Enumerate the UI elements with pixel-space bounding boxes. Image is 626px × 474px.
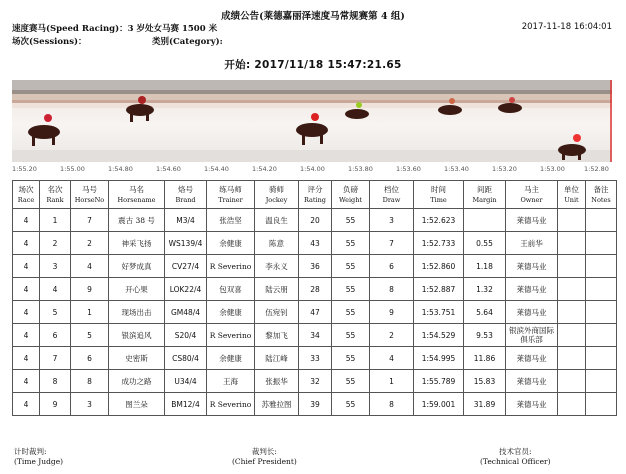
table-cell: 32 (299, 370, 332, 393)
table-cell (558, 232, 586, 255)
sessions-label: 场次(Sessions)： (12, 37, 87, 47)
column-header (165, 181, 207, 209)
column-header-en: Trainer (218, 195, 243, 204)
column-header (40, 181, 71, 209)
table-cell: 8 (370, 393, 414, 416)
table-cell: CS80/4 (165, 347, 207, 370)
timeline-tick: 1:54.40 (204, 165, 229, 173)
table-cell: 温良生 (255, 209, 299, 232)
table-cell: 陈意 (255, 232, 299, 255)
table-cell: 3 (40, 255, 71, 278)
table-row (13, 347, 617, 370)
column-header-cn: 备注 (593, 184, 609, 194)
table-cell: 55 (332, 301, 370, 324)
table-cell: 7 (40, 347, 71, 370)
time-judge-label-en: (Time Judge) (14, 457, 64, 466)
technical-officer-label-en: (Technical Officer) (480, 457, 551, 466)
column-header (13, 181, 40, 209)
table-cell: 包双喜 (207, 278, 255, 301)
table-cell: 55 (332, 278, 370, 301)
table-cell: 余健康 (207, 347, 255, 370)
table-cell: 1 (40, 209, 71, 232)
table-cell: 55 (332, 347, 370, 370)
table-cell: 31.89 (464, 393, 506, 416)
column-header-en: Margin (472, 195, 497, 204)
race-description: 速度赛马(Speed Racing)：3 岁处女马赛 1500 米 (12, 24, 218, 34)
column-header-en: Brand (175, 195, 196, 204)
table-cell: 张振华 (255, 370, 299, 393)
table-row (13, 278, 617, 301)
timeline-axis (12, 165, 612, 175)
table-row (13, 232, 617, 255)
column-header (506, 181, 558, 209)
table-row (13, 301, 617, 324)
table-cell (558, 393, 586, 416)
table-cell: 4 (370, 347, 414, 370)
table-cell: 1:55.789 (414, 370, 464, 393)
table-cell (586, 232, 617, 255)
timeline-tick: 1:53.20 (492, 165, 517, 173)
table-cell: 4 (13, 278, 40, 301)
table-cell: R Severino (207, 255, 255, 278)
technical-officer-signature (480, 447, 551, 467)
table-cell: 4 (13, 393, 40, 416)
timeline-tick: 1:55.00 (60, 165, 85, 173)
table-cell: 4 (13, 232, 40, 255)
table-cell: LOK22/4 (165, 278, 207, 301)
technical-officer-label: 技术官员: (499, 447, 532, 456)
table-cell: 1:54.995 (414, 347, 464, 370)
table-cell: 黎加飞 (255, 324, 299, 347)
table-cell: 王海 (207, 370, 255, 393)
table-cell: 2 (370, 324, 414, 347)
column-header (414, 181, 464, 209)
table-cell: 震古 38 号 (109, 209, 165, 232)
table-cell: 55 (332, 393, 370, 416)
column-header (71, 181, 109, 209)
table-cell: 2 (71, 232, 109, 255)
column-header-en: Unit (564, 195, 579, 204)
column-header-cn: 烙号 (178, 184, 193, 194)
table-row (13, 370, 617, 393)
column-header (370, 181, 414, 209)
table-cell: 莱德马业 (506, 301, 558, 324)
table-cell (586, 324, 617, 347)
table-cell (586, 278, 617, 301)
table-cell (464, 209, 506, 232)
table-cell: R Severino (207, 324, 255, 347)
table-cell: 9 (40, 393, 71, 416)
table-cell: 4 (13, 347, 40, 370)
column-header-en: Rank (46, 195, 64, 204)
table-cell: 55 (332, 255, 370, 278)
table-cell: 8 (40, 370, 71, 393)
column-header-cn: 单位 (564, 184, 579, 194)
table-cell: 莱德马业 (506, 255, 558, 278)
table-cell (558, 324, 586, 347)
column-header-en: HorseNo (74, 195, 105, 204)
table-cell: 55 (332, 324, 370, 347)
table-cell: 莱德马业 (506, 393, 558, 416)
table-cell: 史密斯 (109, 347, 165, 370)
table-cell (558, 209, 586, 232)
table-cell: CV27/4 (165, 255, 207, 278)
time-judge-label: 计时裁判: (14, 447, 47, 456)
column-header-cn: 练马师 (219, 184, 242, 194)
table-row (13, 324, 617, 347)
photo-finish-image (12, 80, 612, 162)
table-cell: 4 (13, 301, 40, 324)
column-header-en: Race (17, 195, 35, 204)
column-header-cn: 名次 (47, 184, 63, 194)
table-row (13, 209, 617, 232)
photo-finish-strip (12, 80, 612, 162)
table-cell: 银滨外商国际俱乐部 (506, 324, 558, 347)
table-cell: 苏雅拉图 (255, 393, 299, 416)
timeline-tick: 1:54.00 (300, 165, 325, 173)
table-cell: 莱德马业 (506, 278, 558, 301)
timeline-tick: 1:54.60 (156, 165, 181, 173)
category-label: 类别(Category): (152, 37, 223, 47)
table-cell: 0.55 (464, 232, 506, 255)
table-cell: BM12/4 (165, 393, 207, 416)
table-cell: 开心果 (109, 278, 165, 301)
table-cell: 5.64 (464, 301, 506, 324)
table-cell: 5 (40, 301, 71, 324)
table-cell: 43 (299, 232, 332, 255)
table-cell: 好梦成真 (109, 255, 165, 278)
table-cell: 8 (370, 278, 414, 301)
table-cell: 47 (299, 301, 332, 324)
table-cell: U34/4 (165, 370, 207, 393)
timeline-tick: 1:53.40 (444, 165, 469, 173)
table-cell: 9 (71, 278, 109, 301)
column-header (464, 181, 506, 209)
table-cell: 28 (299, 278, 332, 301)
column-header (255, 181, 299, 209)
column-header-cn: 档位 (384, 184, 399, 194)
column-header (586, 181, 617, 209)
table-cell (558, 255, 586, 278)
timeline-tick: 1:53.80 (348, 165, 373, 173)
table-cell: 陆江峰 (255, 347, 299, 370)
table-cell: 55 (332, 370, 370, 393)
timeline-tick: 1:53.60 (396, 165, 421, 173)
table-cell: 1:52.623 (414, 209, 464, 232)
table-cell: 34 (299, 324, 332, 347)
report-datetime: 2017-11-18 16:04:01 (521, 22, 612, 32)
table-cell: 银滨追风 (109, 324, 165, 347)
table-cell: 2 (40, 232, 71, 255)
table-cell (586, 209, 617, 232)
table-cell: 9 (370, 301, 414, 324)
table-cell: 1:52.733 (414, 232, 464, 255)
table-cell: 莱德马业 (506, 209, 558, 232)
chief-president-label-en: (Chief President) (232, 457, 297, 466)
table-cell: 4 (13, 370, 40, 393)
table-cell: 神采飞扬 (109, 232, 165, 255)
table-cell: GM48/4 (165, 301, 207, 324)
timeline-tick: 1:52.80 (584, 165, 609, 173)
table-cell: 9.53 (464, 324, 506, 347)
column-header (558, 181, 586, 209)
table-cell: 20 (299, 209, 332, 232)
table-cell: 莱德马业 (506, 347, 558, 370)
table-cell: 4 (13, 255, 40, 278)
table-cell: 6 (40, 324, 71, 347)
table-cell: 余健康 (207, 301, 255, 324)
column-header-cn: 骑师 (269, 184, 284, 194)
timeline-tick: 1:54.20 (252, 165, 277, 173)
table-cell: 55 (332, 232, 370, 255)
table-cell: 7 (370, 232, 414, 255)
table-cell: 李永义 (255, 255, 299, 278)
table-header-row (13, 181, 617, 209)
column-header-en: Rating (304, 195, 326, 204)
table-cell: 1 (71, 301, 109, 324)
table-cell: 伍宛钊 (255, 301, 299, 324)
column-header-cn: 时间 (431, 184, 446, 194)
table-cell: 5 (71, 324, 109, 347)
table-cell (586, 301, 617, 324)
time-judge-signature (14, 447, 63, 467)
table-cell (586, 393, 617, 416)
table-cell: 王前华 (506, 232, 558, 255)
table-cell: 成功之路 (109, 370, 165, 393)
column-header (207, 181, 255, 209)
table-cell: 3 (370, 209, 414, 232)
column-header-cn: 场次 (18, 184, 34, 194)
column-header-cn: 马名 (129, 184, 144, 194)
table-cell (558, 370, 586, 393)
table-cell: 现场出击 (109, 301, 165, 324)
table-cell: 8 (71, 370, 109, 393)
table-body (13, 209, 617, 416)
table-cell: 15.83 (464, 370, 506, 393)
column-header-cn: 马主 (524, 184, 539, 194)
table-cell: 1.18 (464, 255, 506, 278)
column-header-cn: 负磅 (343, 184, 358, 194)
table-cell (558, 278, 586, 301)
table-row (13, 255, 617, 278)
table-cell: 1:52.887 (414, 278, 464, 301)
table-cell (558, 301, 586, 324)
table-cell (586, 347, 617, 370)
table-cell: 6 (370, 255, 414, 278)
column-header-en: Notes (591, 195, 611, 204)
timeline-tick: 1:54.80 (108, 165, 133, 173)
column-header-en: Draw (382, 195, 401, 204)
table-cell: 张浩坚 (207, 209, 255, 232)
table-cell: 1:52.860 (414, 255, 464, 278)
table-cell: 1:53.751 (414, 301, 464, 324)
table-cell (586, 255, 617, 278)
column-header-en: Time (430, 195, 447, 204)
table-cell: 莱德马业 (506, 370, 558, 393)
column-header-en: Horsename (117, 195, 156, 204)
table-cell: 4 (13, 209, 40, 232)
chief-president-signature (232, 447, 297, 467)
table-cell: 3 (71, 393, 109, 416)
table-cell: M3/4 (165, 209, 207, 232)
table-cell: 陆云朋 (255, 278, 299, 301)
column-header (299, 181, 332, 209)
table-cell: 7 (71, 209, 109, 232)
timeline-tick: 1:55.20 (12, 165, 37, 173)
table-cell: 36 (299, 255, 332, 278)
column-header (109, 181, 165, 209)
start-time: 开始: 2017/11/18 15:47:21.65 (224, 59, 402, 71)
column-header (332, 181, 370, 209)
column-header-cn: 间距 (477, 184, 492, 194)
table-cell: 6 (71, 347, 109, 370)
table-cell: 55 (332, 209, 370, 232)
table-cell (586, 370, 617, 393)
table-cell: 4 (40, 278, 71, 301)
column-header-cn: 马号 (82, 184, 97, 194)
table-cell: 1:59.001 (414, 393, 464, 416)
column-header-en: Jockey (265, 195, 288, 204)
table-cell: 33 (299, 347, 332, 370)
table-cell: 1.32 (464, 278, 506, 301)
column-header-cn: 评分 (307, 184, 323, 194)
table-cell: 11.86 (464, 347, 506, 370)
table-cell (558, 347, 586, 370)
chief-president-label: 裁判长: (251, 447, 277, 456)
table-cell: 4 (13, 324, 40, 347)
table-cell: 余健康 (207, 232, 255, 255)
table-cell: S20/4 (165, 324, 207, 347)
column-header-en: Owner (520, 195, 543, 204)
results-table (12, 180, 617, 416)
timeline-tick: 1:53.00 (540, 165, 565, 173)
table-cell: WS139/4 (165, 232, 207, 255)
table-cell: 1:54.529 (414, 324, 464, 347)
table-cell: 4 (71, 255, 109, 278)
column-header-en: Weight (338, 195, 363, 204)
table-cell: 39 (299, 393, 332, 416)
table-cell: R Severino (207, 393, 255, 416)
table-cell: 图兰朵 (109, 393, 165, 416)
table-row (13, 393, 617, 416)
report-title: 成绩公告(莱德嘉丽泽速度马常规赛第 4 组) (221, 11, 405, 22)
table-cell: 1 (370, 370, 414, 393)
